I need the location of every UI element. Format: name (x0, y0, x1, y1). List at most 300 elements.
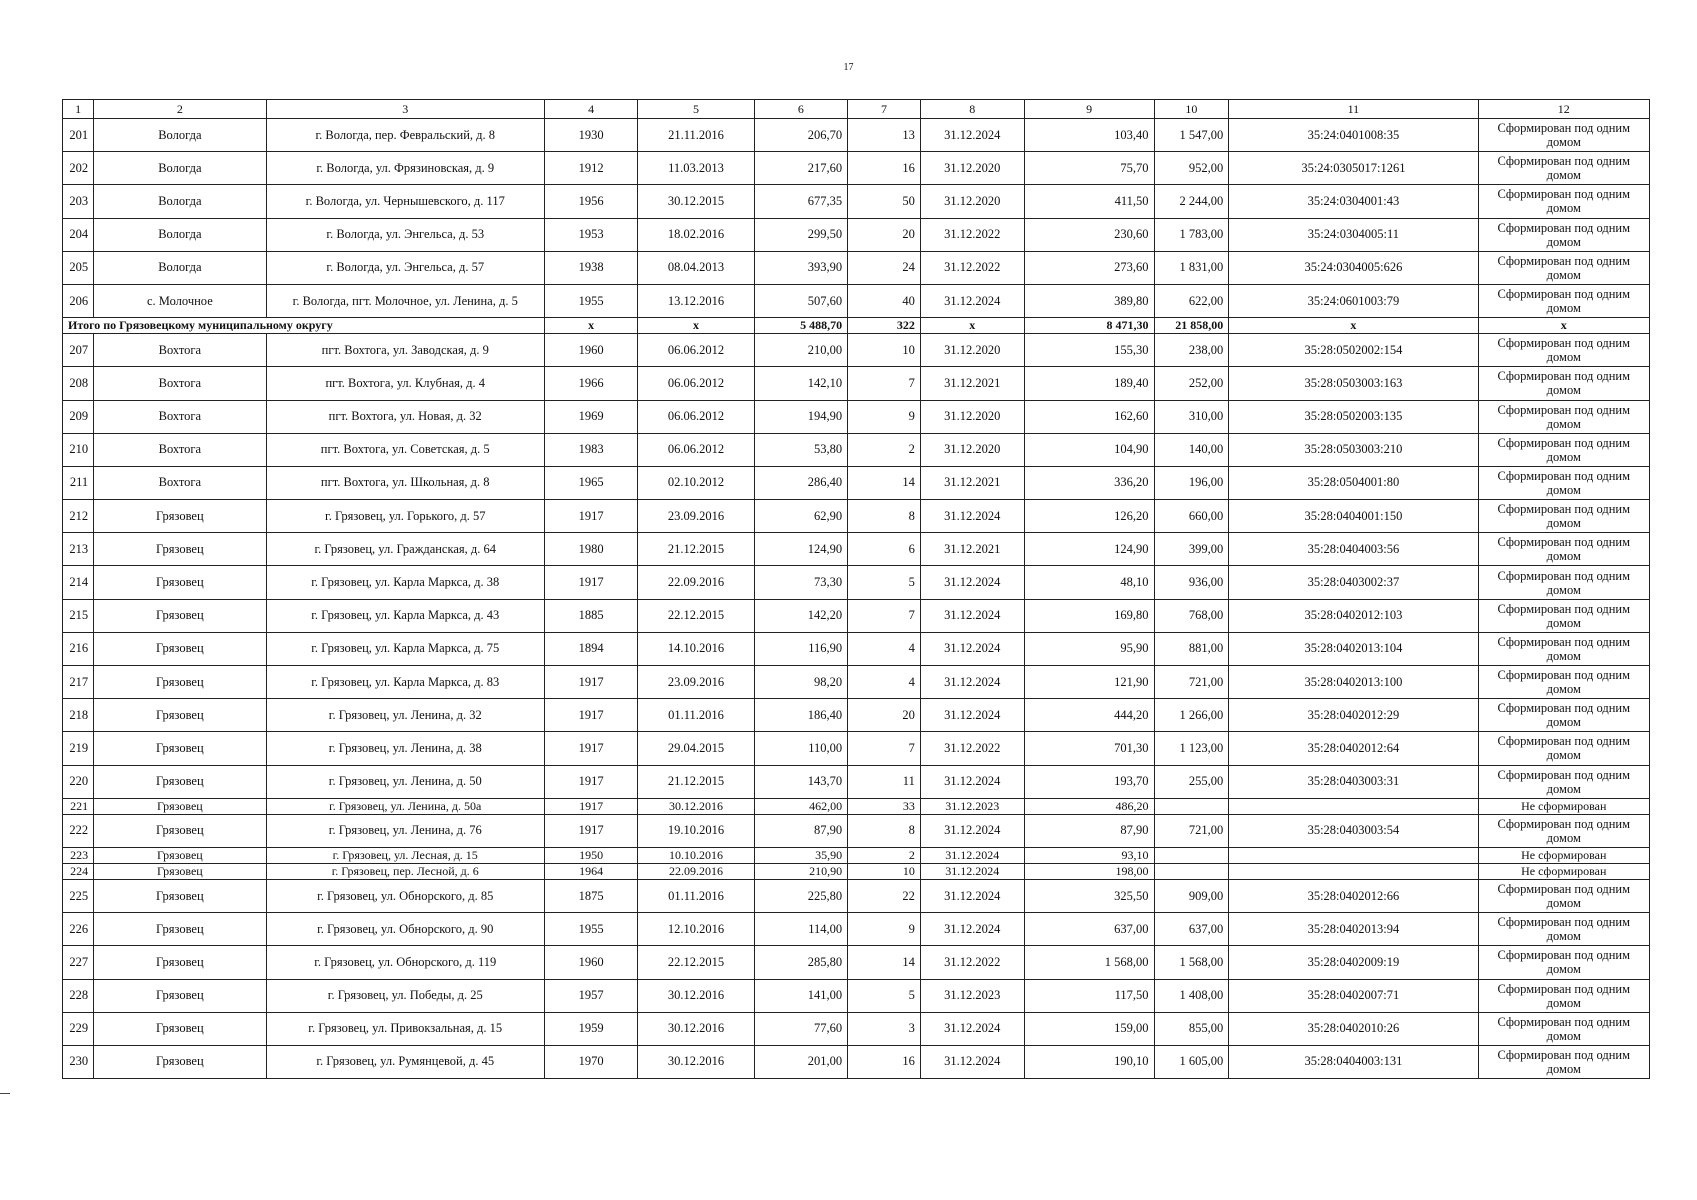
column-header-10: 10 (1154, 100, 1229, 119)
cell-col-8: 31.12.2024 (920, 1045, 1024, 1078)
cell-col-10: 660,00 (1154, 500, 1229, 533)
cell-col-5: 29.04.2015 (638, 732, 754, 765)
cell-col-11: 35:28:0403003:31 (1229, 765, 1478, 798)
total-label: Итого по Грязовецкому муниципальному округу (63, 318, 545, 334)
cell-col-2: Вологда (94, 152, 266, 185)
table-row (63, 765, 1650, 798)
cell-col-2: Грязовец (94, 566, 266, 599)
cell-col-5: 13.12.2016 (638, 284, 754, 317)
cell-col-1: 230 (63, 1045, 94, 1078)
table-row (63, 699, 1650, 732)
cell-col-6: 217,60 (754, 152, 847, 185)
cell-col-4: 1964 (544, 863, 637, 879)
cell-col-12: Сформирован под одним домом (1478, 466, 1649, 499)
cell-col-9: 162,60 (1024, 400, 1154, 433)
table-row (63, 218, 1650, 251)
cell-col-2: Грязовец (94, 798, 266, 814)
cell-col-6: 62,90 (754, 500, 847, 533)
cell-col-5: 08.04.2013 (638, 251, 754, 284)
cell-col-10: 637,00 (1154, 913, 1229, 946)
cell-col-7: 9 (848, 913, 921, 946)
cell-col-5: 30.12.2016 (638, 798, 754, 814)
cell-col-3: г. Грязовец, пер. Лесной, д. 6 (266, 863, 544, 879)
cell-col-4: 1966 (544, 367, 637, 400)
cell-col-6: 141,00 (754, 979, 847, 1012)
total-cell-7: 322 (848, 318, 921, 334)
cell-col-4: 1875 (544, 879, 637, 912)
cell-col-5: 22.09.2016 (638, 863, 754, 879)
cell-col-11: 35:28:0402013:104 (1229, 632, 1478, 665)
cell-col-4: 1965 (544, 466, 637, 499)
cell-col-4: 1917 (544, 566, 637, 599)
cell-col-8: 31.12.2024 (920, 284, 1024, 317)
cell-col-1: 207 (63, 334, 94, 367)
cell-col-9: 1 568,00 (1024, 946, 1154, 979)
cell-col-9: 193,70 (1024, 765, 1154, 798)
cell-col-9: 126,20 (1024, 500, 1154, 533)
cell-col-10: 1 783,00 (1154, 218, 1229, 251)
cell-col-4: 1917 (544, 500, 637, 533)
cell-col-3: г. Грязовец, ул. Карла Маркса, д. 75 (266, 632, 544, 665)
cell-col-7: 6 (848, 533, 921, 566)
cell-col-11: 35:24:0401008:35 (1229, 119, 1478, 152)
cell-col-11 (1229, 847, 1478, 863)
cell-col-9: 95,90 (1024, 632, 1154, 665)
cell-col-8: 31.12.2024 (920, 863, 1024, 879)
cell-col-12: Сформирован под одним домом (1478, 334, 1649, 367)
cell-col-8: 31.12.2024 (920, 765, 1024, 798)
cell-col-4: 1960 (544, 946, 637, 979)
cell-col-10: 1 605,00 (1154, 1045, 1229, 1078)
cell-col-12: Сформирован под одним домом (1478, 533, 1649, 566)
cell-col-3: г. Грязовец, ул. Ленина, д. 50 (266, 765, 544, 798)
cell-col-10: 952,00 (1154, 152, 1229, 185)
cell-col-4: 1917 (544, 798, 637, 814)
cell-col-11: 35:28:0402012:29 (1229, 699, 1478, 732)
column-header-8: 8 (920, 100, 1024, 119)
cell-col-9: 87,90 (1024, 814, 1154, 847)
cell-col-1: 204 (63, 218, 94, 251)
cell-col-5: 06.06.2012 (638, 334, 754, 367)
cell-col-9: 169,80 (1024, 599, 1154, 632)
table-body (63, 119, 1650, 1079)
table-row (63, 946, 1650, 979)
cell-col-4: 1938 (544, 251, 637, 284)
cell-col-6: 143,70 (754, 765, 847, 798)
cell-col-11: 35:24:0304005:626 (1229, 251, 1478, 284)
cell-col-7: 7 (848, 367, 921, 400)
total-cell-4: x (544, 318, 637, 334)
table-row (63, 632, 1650, 665)
cell-col-11: 35:28:0502003:135 (1229, 400, 1478, 433)
cell-col-11: 35:24:0601003:79 (1229, 284, 1478, 317)
cell-col-10: 238,00 (1154, 334, 1229, 367)
cell-col-12: Сформирован под одним домом (1478, 1012, 1649, 1045)
cell-col-9: 411,50 (1024, 185, 1154, 218)
cell-col-5: 06.06.2012 (638, 433, 754, 466)
cell-col-9: 189,40 (1024, 367, 1154, 400)
cell-col-2: Грязовец (94, 699, 266, 732)
cell-col-8: 31.12.2023 (920, 979, 1024, 1012)
cell-col-6: 142,10 (754, 367, 847, 400)
cell-col-10: 255,00 (1154, 765, 1229, 798)
cell-col-3: г. Грязовец, ул. Обнорского, д. 90 (266, 913, 544, 946)
cell-col-3: г. Грязовец, ул. Обнорского, д. 85 (266, 879, 544, 912)
cell-col-1: 220 (63, 765, 94, 798)
cell-col-8: 31.12.2021 (920, 466, 1024, 499)
cell-col-12: Сформирован под одним домом (1478, 879, 1649, 912)
cell-col-8: 31.12.2020 (920, 400, 1024, 433)
cell-col-2: Вохтога (94, 466, 266, 499)
cell-col-12: Не сформирован (1478, 863, 1649, 879)
cell-col-5: 22.12.2015 (638, 599, 754, 632)
cell-col-10: 909,00 (1154, 879, 1229, 912)
cell-col-11 (1229, 798, 1478, 814)
cell-col-7: 14 (848, 466, 921, 499)
cell-col-7: 11 (848, 765, 921, 798)
cell-col-10: 1 266,00 (1154, 699, 1229, 732)
table-row (63, 1012, 1650, 1045)
cell-col-11: 35:28:0502002:154 (1229, 334, 1478, 367)
cell-col-6: 186,40 (754, 699, 847, 732)
cell-col-3: г. Грязовец, ул. Карла Маркса, д. 43 (266, 599, 544, 632)
cell-col-4: 1930 (544, 119, 637, 152)
cell-col-1: 209 (63, 400, 94, 433)
cell-col-4: 1917 (544, 814, 637, 847)
cell-col-1: 210 (63, 433, 94, 466)
cell-col-1: 229 (63, 1012, 94, 1045)
cell-col-8: 31.12.2024 (920, 632, 1024, 665)
cell-col-10: 252,00 (1154, 367, 1229, 400)
cell-col-8: 31.12.2020 (920, 185, 1024, 218)
table-row (63, 1045, 1650, 1078)
cell-col-11: 35:28:0404003:131 (1229, 1045, 1478, 1078)
cell-col-7: 22 (848, 879, 921, 912)
cell-col-5: 10.10.2016 (638, 847, 754, 863)
cell-col-3: пгт. Вохтога, ул. Советская, д. 5 (266, 433, 544, 466)
cell-col-3: пгт. Вохтога, ул. Заводская, д. 9 (266, 334, 544, 367)
housing-table (62, 99, 1650, 1079)
cell-col-9: 230,60 (1024, 218, 1154, 251)
header-row (63, 100, 1650, 119)
cell-col-9: 159,00 (1024, 1012, 1154, 1045)
cell-col-2: Вохтога (94, 367, 266, 400)
cell-col-10: 1 123,00 (1154, 732, 1229, 765)
cell-col-6: 677,35 (754, 185, 847, 218)
cell-col-7: 40 (848, 284, 921, 317)
cell-col-11: 35:24:0305017:1261 (1229, 152, 1478, 185)
cell-col-5: 23.09.2016 (638, 500, 754, 533)
cell-col-10 (1154, 863, 1229, 879)
cell-col-9: 48,10 (1024, 566, 1154, 599)
cell-col-4: 1917 (544, 732, 637, 765)
table-row (63, 367, 1650, 400)
cell-col-4: 1955 (544, 284, 637, 317)
cell-col-1: 211 (63, 466, 94, 499)
cell-col-2: Вохтога (94, 334, 266, 367)
cell-col-11: 35:28:0403002:37 (1229, 566, 1478, 599)
cell-col-3: г. Вологда, ул. Фрязиновская, д. 9 (266, 152, 544, 185)
cell-col-5: 06.06.2012 (638, 367, 754, 400)
cell-col-9: 486,20 (1024, 798, 1154, 814)
column-header-9: 9 (1024, 100, 1154, 119)
column-header-11: 11 (1229, 100, 1478, 119)
cell-col-1: 214 (63, 566, 94, 599)
cell-col-2: Грязовец (94, 1045, 266, 1078)
cell-col-6: 98,20 (754, 666, 847, 699)
cell-col-4: 1912 (544, 152, 637, 185)
cell-col-5: 21.11.2016 (638, 119, 754, 152)
cell-col-12: Сформирован под одним домом (1478, 251, 1649, 284)
cell-col-7: 24 (848, 251, 921, 284)
cell-col-9: 117,50 (1024, 979, 1154, 1012)
table-row (63, 533, 1650, 566)
cell-col-10: 310,00 (1154, 400, 1229, 433)
cell-col-4: 1917 (544, 699, 637, 732)
cell-col-12: Сформирован под одним домом (1478, 1045, 1649, 1078)
cell-col-7: 5 (848, 566, 921, 599)
cell-col-8: 31.12.2024 (920, 566, 1024, 599)
cell-col-5: 02.10.2012 (638, 466, 754, 499)
cell-col-2: Вологда (94, 185, 266, 218)
cell-col-5: 18.02.2016 (638, 218, 754, 251)
cell-col-7: 5 (848, 979, 921, 1012)
cell-col-6: 210,00 (754, 334, 847, 367)
table-row (63, 334, 1650, 367)
cell-col-12: Сформирован под одним домом (1478, 765, 1649, 798)
total-cell-9: 8 471,30 (1024, 318, 1154, 334)
column-header-7: 7 (848, 100, 921, 119)
total-cell-6: 5 488,70 (754, 318, 847, 334)
cell-col-10: 855,00 (1154, 1012, 1229, 1045)
total-cell-11: x (1229, 318, 1478, 334)
cell-col-6: 73,30 (754, 566, 847, 599)
cell-col-7: 9 (848, 400, 921, 433)
table-row (63, 433, 1650, 466)
cell-col-3: г. Вологда, пгт. Молочное, ул. Ленина, д. 5 (266, 284, 544, 317)
cell-col-4: 1955 (544, 913, 637, 946)
cell-col-5: 01.11.2016 (638, 879, 754, 912)
cell-col-3: г. Грязовец, ул. Ленина, д. 32 (266, 699, 544, 732)
cell-col-6: 142,20 (754, 599, 847, 632)
cell-col-5: 06.06.2012 (638, 400, 754, 433)
cell-col-2: Грязовец (94, 979, 266, 1012)
cell-col-9: 93,10 (1024, 847, 1154, 863)
cell-col-5: 12.10.2016 (638, 913, 754, 946)
cell-col-1: 212 (63, 500, 94, 533)
cell-col-5: 21.12.2015 (638, 765, 754, 798)
cell-col-3: г. Вологда, ул. Чернышевского, д. 117 (266, 185, 544, 218)
cell-col-11: 35:28:0404001:150 (1229, 500, 1478, 533)
cell-col-3: пгт. Вохтога, ул. Школьная, д. 8 (266, 466, 544, 499)
cell-col-1: 219 (63, 732, 94, 765)
cell-col-2: Грязовец (94, 814, 266, 847)
cell-col-10: 1 568,00 (1154, 946, 1229, 979)
cell-col-2: Вохтога (94, 400, 266, 433)
table-row (63, 185, 1650, 218)
cell-col-3: г. Грязовец, ул. Победы, д. 25 (266, 979, 544, 1012)
cell-col-7: 13 (848, 119, 921, 152)
cell-col-12: Сформирован под одним домом (1478, 732, 1649, 765)
cell-col-3: г. Грязовец, ул. Ленина, д. 76 (266, 814, 544, 847)
table-row (63, 979, 1650, 1012)
table-row (63, 119, 1650, 152)
cell-col-7: 4 (848, 632, 921, 665)
table-row (63, 599, 1650, 632)
total-cell-12: x (1478, 318, 1649, 334)
cell-col-6: 393,90 (754, 251, 847, 284)
cell-col-1: 228 (63, 979, 94, 1012)
cell-col-3: г. Вологда, ул. Энгельса, д. 57 (266, 251, 544, 284)
table-row (63, 847, 1650, 863)
cell-col-3: г. Вологда, ул. Энгельса, д. 53 (266, 218, 544, 251)
cell-col-11: 35:28:0402013:94 (1229, 913, 1478, 946)
cell-col-7: 10 (848, 863, 921, 879)
column-header-12: 12 (1478, 100, 1649, 119)
cell-col-7: 33 (848, 798, 921, 814)
total-cell-10: 21 858,00 (1154, 318, 1229, 334)
cell-col-12: Не сформирован (1478, 847, 1649, 863)
column-header-5: 5 (638, 100, 754, 119)
cell-col-11: 35:28:0404003:56 (1229, 533, 1478, 566)
cell-col-12: Сформирован под одним домом (1478, 500, 1649, 533)
cell-col-10 (1154, 847, 1229, 863)
cell-col-1: 222 (63, 814, 94, 847)
cell-col-4: 1950 (544, 847, 637, 863)
cell-col-11: 35:28:0402009:19 (1229, 946, 1478, 979)
cell-col-2: Вохтога (94, 433, 266, 466)
cell-col-2: Грязовец (94, 913, 266, 946)
cell-col-12: Не сформирован (1478, 798, 1649, 814)
cell-col-3: г. Грязовец, ул. Горького, д. 57 (266, 500, 544, 533)
cell-col-8: 31.12.2024 (920, 699, 1024, 732)
cell-col-7: 16 (848, 1045, 921, 1078)
cell-col-4: 1970 (544, 1045, 637, 1078)
table-row (63, 566, 1650, 599)
cell-col-9: 444,20 (1024, 699, 1154, 732)
cell-col-11: 35:28:0403003:54 (1229, 814, 1478, 847)
cell-col-2: с. Молочное (94, 284, 266, 317)
cell-col-7: 3 (848, 1012, 921, 1045)
column-header-1: 1 (63, 100, 94, 119)
cell-col-4: 1980 (544, 533, 637, 566)
cell-col-4: 1953 (544, 218, 637, 251)
cell-col-5: 22.09.2016 (638, 566, 754, 599)
cell-col-8: 31.12.2022 (920, 946, 1024, 979)
cell-col-11: 35:28:0402012:103 (1229, 599, 1478, 632)
table-row (63, 251, 1650, 284)
cell-col-3: г. Грязовец, ул. Гражданская, д. 64 (266, 533, 544, 566)
cell-col-10: 399,00 (1154, 533, 1229, 566)
cell-col-11: 35:28:0504001:80 (1229, 466, 1478, 499)
cell-col-11: 35:24:0304001:43 (1229, 185, 1478, 218)
cell-col-8: 31.12.2024 (920, 814, 1024, 847)
cell-col-8: 31.12.2020 (920, 152, 1024, 185)
cell-col-12: Сформирован под одним домом (1478, 218, 1649, 251)
cell-col-3: г. Грязовец, ул. Обнорского, д. 119 (266, 946, 544, 979)
cell-col-5: 30.12.2015 (638, 185, 754, 218)
scan-edge-mark (0, 1093, 10, 1094)
cell-col-6: 53,80 (754, 433, 847, 466)
cell-col-6: 201,00 (754, 1045, 847, 1078)
cell-col-5: 01.11.2016 (638, 699, 754, 732)
cell-col-12: Сформирован под одним домом (1478, 566, 1649, 599)
cell-col-9: 273,60 (1024, 251, 1154, 284)
cell-col-1: 208 (63, 367, 94, 400)
cell-col-8: 31.12.2024 (920, 500, 1024, 533)
table-row (63, 879, 1650, 912)
total-cell-5: x (638, 318, 754, 334)
cell-col-4: 1983 (544, 433, 637, 466)
cell-col-4: 1894 (544, 632, 637, 665)
cell-col-7: 10 (848, 334, 921, 367)
cell-col-6: 87,90 (754, 814, 847, 847)
cell-col-5: 30.12.2016 (638, 979, 754, 1012)
total-row (63, 318, 1650, 334)
cell-col-10: 196,00 (1154, 466, 1229, 499)
cell-col-2: Грязовец (94, 732, 266, 765)
cell-col-2: Вологда (94, 251, 266, 284)
cell-col-8: 31.12.2024 (920, 879, 1024, 912)
cell-col-6: 77,60 (754, 1012, 847, 1045)
cell-col-11: 35:28:0402012:66 (1229, 879, 1478, 912)
cell-col-8: 31.12.2021 (920, 533, 1024, 566)
cell-col-11 (1229, 863, 1478, 879)
cell-col-12: Сформирован под одним домом (1478, 979, 1649, 1012)
cell-col-8: 31.12.2020 (920, 334, 1024, 367)
table-row (63, 666, 1650, 699)
cell-col-7: 16 (848, 152, 921, 185)
cell-col-11: 35:28:0402007:71 (1229, 979, 1478, 1012)
cell-col-9: 701,30 (1024, 732, 1154, 765)
cell-col-8: 31.12.2024 (920, 666, 1024, 699)
cell-col-1: 201 (63, 119, 94, 152)
cell-col-6: 114,00 (754, 913, 847, 946)
cell-col-9: 124,90 (1024, 533, 1154, 566)
table-row (63, 152, 1650, 185)
cell-col-2: Грязовец (94, 666, 266, 699)
cell-col-9: 190,10 (1024, 1045, 1154, 1078)
cell-col-5: 21.12.2015 (638, 533, 754, 566)
cell-col-10: 936,00 (1154, 566, 1229, 599)
cell-col-10: 140,00 (1154, 433, 1229, 466)
cell-col-2: Грязовец (94, 599, 266, 632)
cell-col-8: 31.12.2024 (920, 1012, 1024, 1045)
cell-col-3: пгт. Вохтога, ул. Новая, д. 32 (266, 400, 544, 433)
cell-col-7: 7 (848, 599, 921, 632)
cell-col-9: 198,00 (1024, 863, 1154, 879)
cell-col-1: 215 (63, 599, 94, 632)
cell-col-1: 205 (63, 251, 94, 284)
cell-col-9: 389,80 (1024, 284, 1154, 317)
cell-col-9: 637,00 (1024, 913, 1154, 946)
cell-col-1: 227 (63, 946, 94, 979)
cell-col-3: г. Вологда, пер. Февральский, д. 8 (266, 119, 544, 152)
cell-col-12: Сформирован под одним домом (1478, 367, 1649, 400)
cell-col-4: 1956 (544, 185, 637, 218)
cell-col-5: 30.12.2016 (638, 1045, 754, 1078)
cell-col-1: 206 (63, 284, 94, 317)
table-row (63, 863, 1650, 879)
cell-col-9: 121,90 (1024, 666, 1154, 699)
table-row (63, 284, 1650, 317)
cell-col-4: 1917 (544, 765, 637, 798)
cell-col-12: Сформирован под одним домом (1478, 400, 1649, 433)
cell-col-7: 20 (848, 699, 921, 732)
cell-col-12: Сформирован под одним домом (1478, 119, 1649, 152)
cell-col-7: 8 (848, 500, 921, 533)
cell-col-1: 225 (63, 879, 94, 912)
